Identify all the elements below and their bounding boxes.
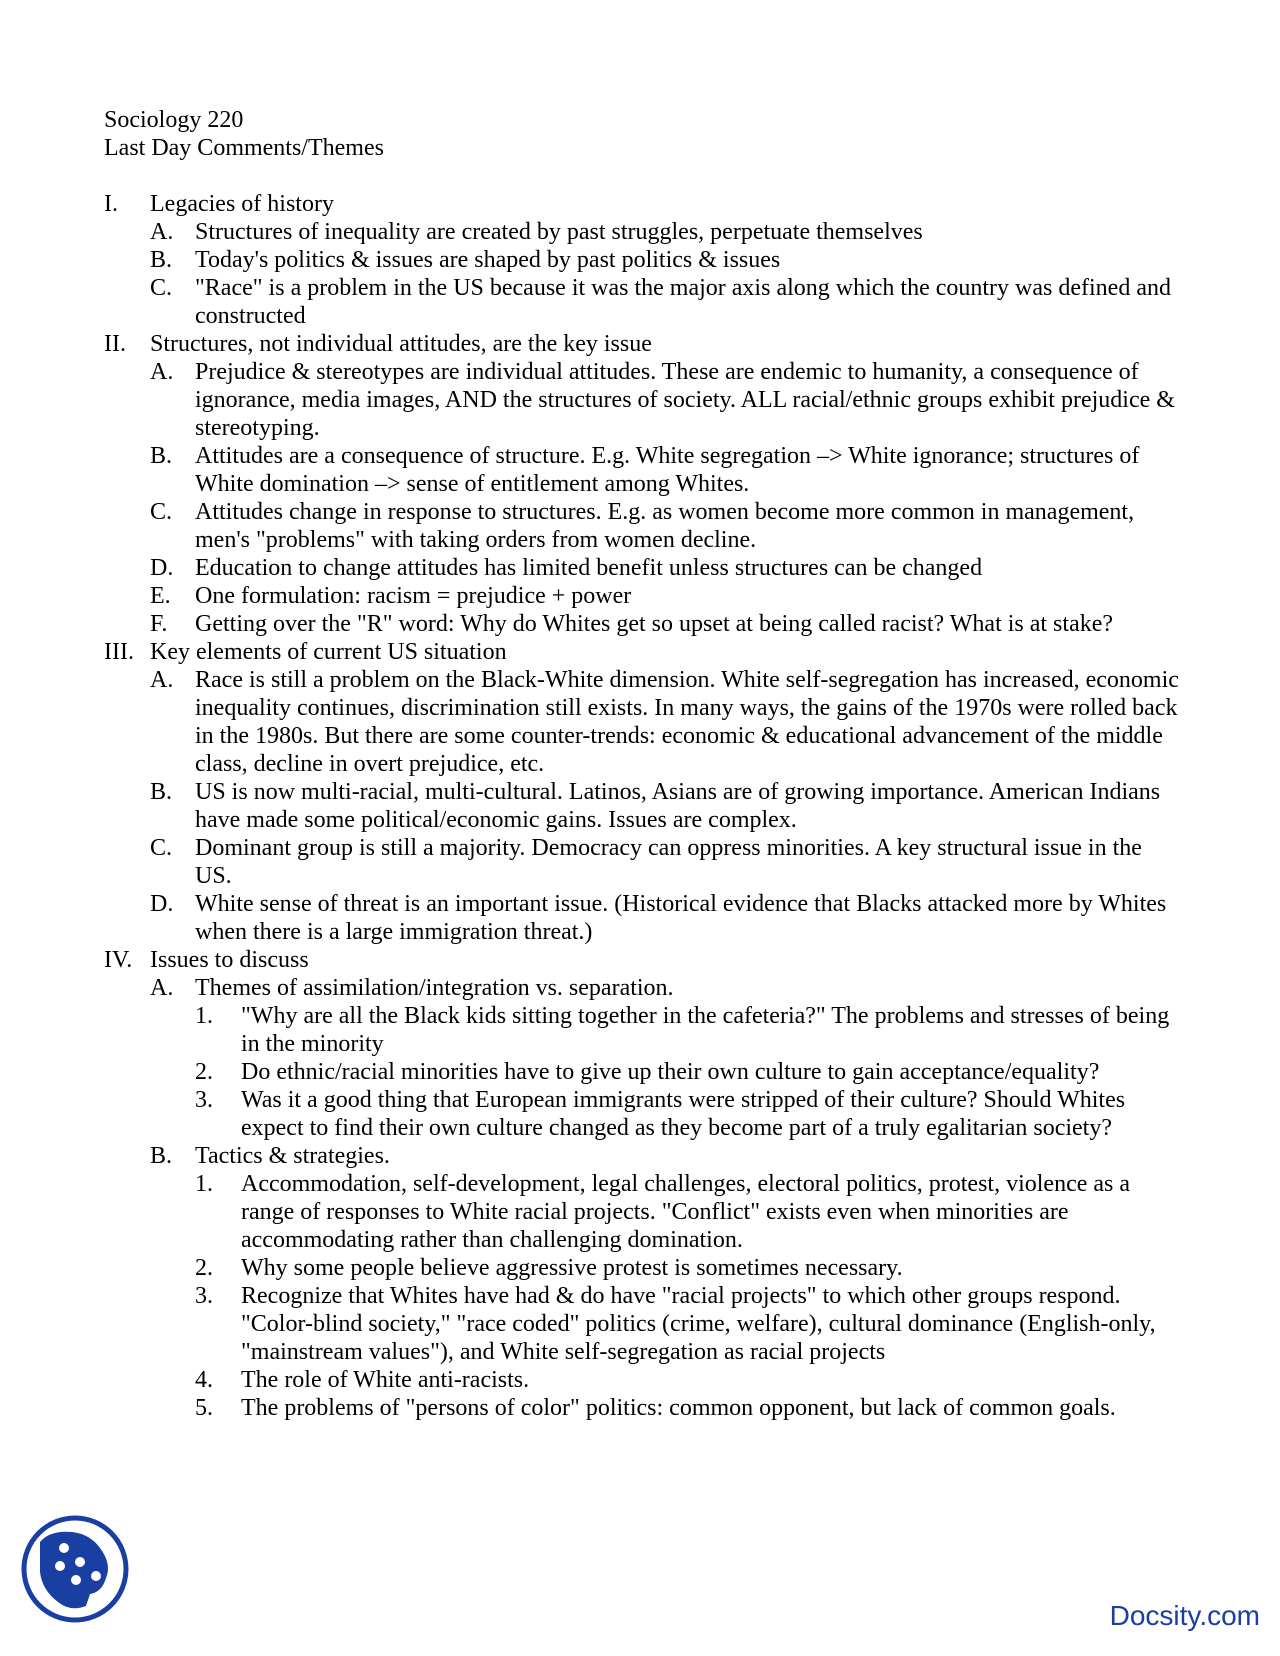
outline-number: II.: [104, 331, 126, 357]
outline-item-level-2: [104, 1142, 1184, 1170]
outline-text: Dominant group is still a majority. Democracy can oppress minorities. A key structural issue in the US.: [195, 835, 1142, 889]
outline-item-level-2: [104, 778, 1184, 834]
outline-number: D.: [150, 555, 174, 581]
outline-number: F.: [150, 611, 168, 637]
outline-text: Structures of inequality are created by past struggles, perpetuate themselves: [195, 219, 923, 245]
outline-item-level-2: [104, 666, 1184, 778]
outline-text: Key elements of current US situation: [150, 639, 507, 665]
outline-text: Issues to discuss: [150, 947, 309, 973]
outline-item-level-2: [104, 582, 1184, 610]
outline-number: I.: [104, 191, 118, 217]
docsity-brand[interactable]: Docsity.com: [1109, 1600, 1260, 1631]
outline-number: B.: [150, 247, 173, 273]
outline-item-level-2: [104, 442, 1184, 498]
outline-item-level-3: [104, 1002, 1184, 1058]
outline-number: 4.: [195, 1367, 213, 1393]
outline-item-level-1: [104, 330, 1184, 358]
course-title: Sociology 220: [104, 107, 244, 133]
outline-item-level-3: [104, 1086, 1184, 1142]
outline-text: Tactics & strategies.: [195, 1143, 390, 1169]
outline-text: Accommodation, self-development, legal challenges, electoral politics, protest, violence as a range of responses to White racial projects. "Conflict" exists even when minorities are accommodating rather than challenging domination.: [241, 1171, 1131, 1253]
outline-number: 5.: [195, 1395, 213, 1421]
outline-item-level-2: [104, 974, 1184, 1002]
outline-number: D.: [150, 891, 174, 917]
outline-item-level-3: [104, 1282, 1184, 1366]
outline-number: 1.: [195, 1171, 213, 1197]
outline-number: B.: [150, 779, 173, 805]
outline-text: "Why are all the Black kids sitting together in the cafeteria?" The problems and stresses of being in the minority: [241, 1003, 1170, 1057]
outline-item-level-2: [104, 274, 1184, 330]
outline-number: IV.: [104, 947, 133, 973]
outline-number: B.: [150, 443, 173, 469]
outline-text: The role of White anti-racists.: [241, 1367, 530, 1393]
outline-item-level-3: [104, 1254, 1184, 1282]
outline-item-level-3: [104, 1170, 1184, 1254]
outline-text: Education to change attitudes has limited benefit unless structures can be changed: [195, 555, 983, 581]
document-header: [104, 106, 384, 162]
outline-text: Legacies of history: [150, 191, 334, 217]
outline-item-level-1: [104, 946, 1184, 974]
outline-item-level-2: [104, 834, 1184, 890]
outline-number: 1.: [195, 1003, 213, 1029]
outline-number: 2.: [195, 1255, 213, 1281]
outline-number: A.: [150, 219, 174, 245]
outline-text: Recognize that Whites have had & do have "racial projects" to which other groups respond. "Color-blind society," "race coded" politics (crime, welfare), cultural dominance (English-only, "mainstream values"), and White self-segregation as racial projects: [241, 1283, 1156, 1365]
outline-number: C.: [150, 499, 173, 525]
outline-number: A.: [150, 667, 174, 693]
outline-number: C.: [150, 835, 173, 861]
docsity-logo-icon: [20, 1514, 130, 1624]
outline-text: The problems of "persons of color" politics: common opponent, but lack of common goals.: [241, 1395, 1116, 1421]
outline-item-level-2: [104, 498, 1184, 554]
outline-text: Why some people believe aggressive protest is sometimes necessary.: [241, 1255, 903, 1281]
outline-number: A.: [150, 975, 174, 1001]
outline-item-level-1: [104, 190, 1184, 218]
outline-item-level-3: [104, 1394, 1184, 1422]
outline-number: 2.: [195, 1059, 213, 1085]
outline-item-level-2: [104, 218, 1184, 246]
outline-number: III.: [104, 639, 134, 665]
outline-number: C.: [150, 275, 173, 301]
outline-text: Was it a good thing that European immigrants were stripped of their culture? Should Whites expect to find their own culture changed as they become part of a truly egalitarian society?: [241, 1087, 1126, 1141]
outline-text: Themes of assimilation/integration vs. separation.: [195, 975, 674, 1001]
outline-item-level-2: [104, 554, 1184, 582]
outline-text: Attitudes are a consequence of structure. E.g. White segregation –> White ignorance; structures of White domination –> sense of entitlement among Whites.: [195, 443, 1140, 497]
outline-item-level-2: [104, 246, 1184, 274]
outline-text: Do ethnic/racial minorities have to give up their own culture to gain acceptance/equality?: [241, 1059, 1100, 1085]
outline-item-level-3: [104, 1058, 1184, 1086]
outline-text: One formulation: racism = prejudice + power: [195, 583, 632, 609]
outline-number: 3.: [195, 1283, 213, 1309]
outline-item-level-2: [104, 890, 1184, 946]
outline-text: Attitudes change in response to structures. E.g. as women become more common in management, men's "problems" with taking orders from women decline.: [195, 499, 1135, 553]
outline-text: "Race" is a problem in the US because it was the major axis along which the country was defined and constructed: [195, 275, 1171, 329]
outline-number: B.: [150, 1143, 173, 1169]
outline-text: Race is still a problem on the Black-White dimension. White self-segregation has increased, economic inequality continues, discrimination still exists. In many ways, the gains of the 1970s were rolled back in the 1980s. But there are some counter-trends: economic & educational advancement of the middle class, decline in overt prejudice, etc.: [195, 667, 1179, 777]
outline-list: [104, 190, 1184, 1422]
outline-item-level-2: [104, 358, 1184, 442]
outline-number: 3.: [195, 1087, 213, 1113]
outline-number: E.: [150, 583, 171, 609]
outline-item-level-3: [104, 1366, 1184, 1394]
outline-item-level-2: [104, 610, 1184, 638]
outline-text: US is now multi-racial, multi-cultural. Latinos, Asians are of growing importance. American Indians have made some political/economic gains. Issues are complex.: [195, 779, 1161, 833]
outline-text: Prejudice & stereotypes are individual attitudes. These are endemic to humanity, a consequence of ignorance, media images, AND the structures of society. ALL racial/ethnic groups exhibit prejudice & stereotyping.: [195, 359, 1175, 441]
outline-text: Structures, not individual attitudes, are the key issue: [150, 331, 652, 357]
outline-text: Getting over the "R" word: Why do Whites get so upset at being called racist? What is at stake?: [195, 611, 1114, 637]
document-subtitle: Last Day Comments/Themes: [104, 135, 384, 161]
outline-number: A.: [150, 359, 174, 385]
outline-text: Today's politics & issues are shaped by past politics & issues: [195, 247, 781, 273]
outline-item-level-1: [104, 638, 1184, 666]
outline-text: White sense of threat is an important issue. (Historical evidence that Blacks attacked more by Whites when there is a large immigration threat.): [195, 891, 1167, 945]
